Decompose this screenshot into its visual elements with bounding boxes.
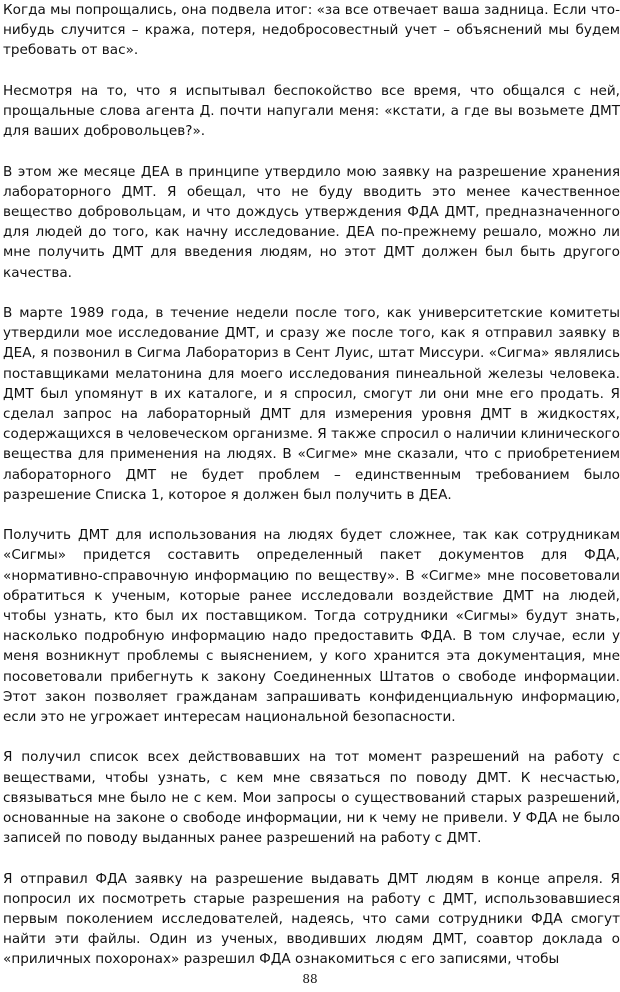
paragraph-7: Я отправил ФДА заявку на разрешение выдавать ДМТ людям в конце апреля. Я попросил их посмотреть старые разрешения на работу с ДМТ, использовавшиеся первым поколением исследователей, надеясь, что сами сотрудники ФДА смогут найти эти файлы. Один из ученых, вводивших людям ДМТ, соавтор доклада о «приличных похоронах» разрешил ФДА ознакомиться с его записями, чтобы [3,870,620,968]
paragraph-6: Я получил список всех действовавших на тот момент разрешений на работу с веществами, чтобы узнать, с кем мне связаться по поводу ДМТ. К несчастью, связываться мне было не с кем. Мои запросы о существований старых разрешений, основанные на законе о свободе информации, ни к чему не привели. У ФДА не было записей по поводу выданных ранее разрешений на работу с ДМТ. [3,749,620,847]
paragraph-4: В марте 1989 года, в течение недели после того, как университетские комитеты утвердили мое исследование ДМТ, и сразу же после того, как я отправил заявку в ДЕА, я позвонил в Сигма Лабораториз в Сент Луис, штат Миссури. «Сигма» являлись поставщиками мелатонина для моего исследования пинеальной железы человека. ДМТ был упомянут в их каталоге, и я спросил, смогут ли они мне его продать. Я сделал запрос на лабораторный ДМТ для измерения уровня ДМТ в жидкостях, содержащихся в человеческом организме. Я также спросил о наличии клинического вещества для применения на людях. В «Сигме» мне сказали, что с приобретением лабораторного ДМТ не будет проблем – единственным требованием было разрешение Списка 1, которое я должен был получить в ДЕА. [3,305,620,503]
paragraph-1: Когда мы попрощались, она подвела итог: «за все отвечает ваша задница. Если что-нибудь случится – кража, потеря, недобросовестный учет – объяснений мы будем требовать от вас». [3,2,620,59]
page-number: 88 [302,972,318,986]
paragraph-5: Получить ДМТ для использования на людях будет сложнее, так как сотрудникам «Сигмы» придется составить определенный пакет документов для ФДА, «нормативно-справочную информацию по веществу». В «Сигме» мне посоветовали обратиться к ученым, которые ранее исследовали воздействие ДМТ на людей, чтобы узнать, кто был их поставщиком. Тогда сотрудники «Сигмы» будут знать, насколько подробную информацию надо предоставить ФДА. В том случае, если у меня возникнут проблемы с выяснением, у кого хранится эта документация, мне посоветовали прибегнуть к закону Соединенных Штатов о свободе информации. Этот закон позволяет гражданам запрашивать конфиденциальную информацию, если это не угрожает интересам национальной безопасности. [3,527,620,726]
body-text [3,0,620,990]
paragraph-3: В этом же месяце ДЕА в принципе утвердило мою заявку на разрешение хранения лабораторного ДМТ. Я обещал, что не буду вводить это менее качественное вещество добровольцам, и что дождусь утверждения ФДА ДМТ, предназначенного для людей до того, как начну исследование. ДЕА по-прежнему решало, можно ли мне получить ДМТ для введения людям, но этот ДМТ должен был быть другого качества. [3,163,620,281]
paragraph-2: Несмотря на то, что я испытывал беспокойство все время, что общался с ней, прощальные слова агента Д. почти напугали меня: «кстати, а где вы возьмете ДМТ для ваших добровольцев?». [3,82,620,140]
